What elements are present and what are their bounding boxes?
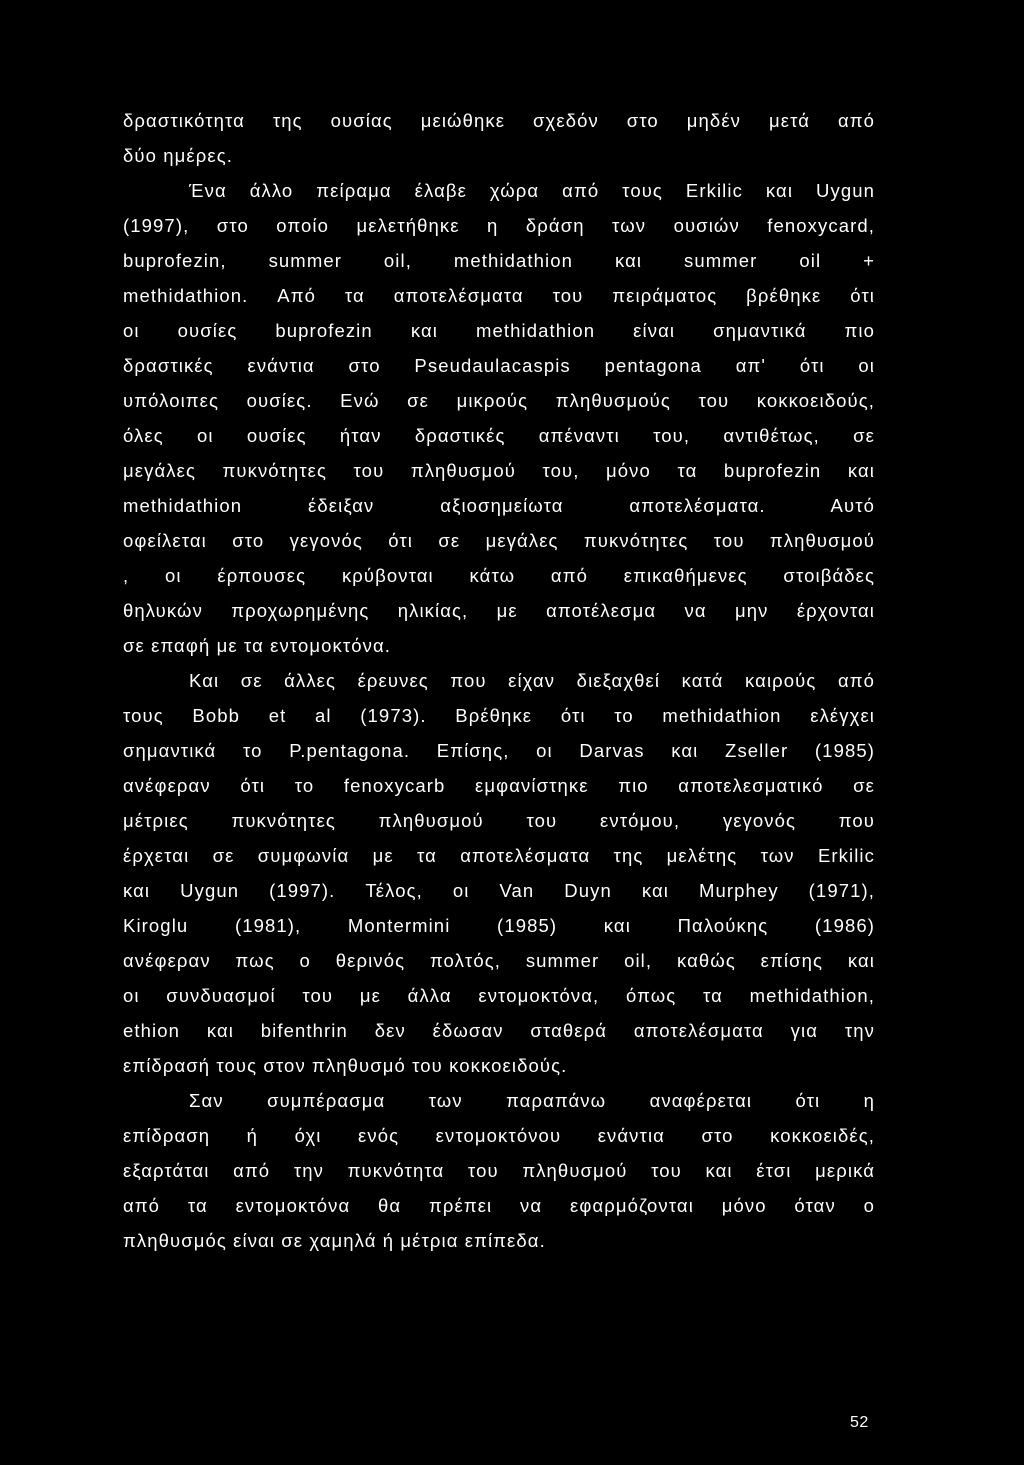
text-line: οφείλεται στο γεγονός ότι σε μεγάλες πυκνότητες του πληθυσμού: [123, 530, 875, 551]
text-line: επίδρασή τους στον πληθυσμό του κοκκοειδούς.: [123, 1055, 568, 1076]
text-line: δραστικές ενάντια στο Pseudaulacaspis pentagona απ' ότι οι: [123, 355, 875, 376]
text-line: methidathion έδειξαν αξιοσημείωτα αποτελέσματα. Αυτό: [123, 495, 875, 516]
text-line: όλες οι ουσίες ήταν δραστικές απέναντι του, αντιθέτως, σε: [123, 425, 875, 446]
text-line: ethion και bifenthrin δεν έδωσαν σταθερά αποτελέσματα για την: [123, 1020, 875, 1041]
text-line: και Uygun (1997). Τέλος, οι Van Duyn και Murphey (1971),: [123, 880, 875, 901]
text-line: Ένα άλλο πείραμα έλαβε χώρα από τους Erkilic και Uygun: [189, 180, 875, 201]
text-line: ανέφεραν ότι το fenoxycarb εμφανίστηκε πιο αποτελεσματικό σε: [123, 775, 875, 796]
text-line: πληθυσμός είναι σε χαμηλά ή μέτρια επίπεδα.: [123, 1230, 546, 1251]
text-line: δύο ημέρες.: [123, 145, 233, 166]
text-line: σε επαφή με τα εντομοκτόνα.: [123, 635, 392, 656]
text-line: Σαν συμπέρασμα των παραπάνω αναφέρεται ότι η: [189, 1090, 875, 1111]
text-line: υπόλοιπες ουσίες. Ενώ σε μικρούς πληθυσμούς του κοκκοειδούς,: [123, 390, 875, 411]
text-line: Kiroglu (1981), Montermini (1985) και Παλούκης (1986): [123, 915, 875, 936]
text-line: μέτριες πυκνότητες πληθυσμού του εντόμου, γεγονός που: [123, 810, 875, 831]
text-line: εξαρτάται από την πυκνότητα του πληθυσμού του και έτσι μερικά: [123, 1160, 875, 1181]
text-line: σημαντικά το P.pentagona. Επίσης, οι Darvas και Zseller (1985): [123, 740, 875, 761]
text-line: (1997), στο οποίο μελετήθηκε η δράση των ουσιών fenoxycard,: [123, 215, 875, 236]
text-line: δραστικότητα της ουσίας μειώθηκε σχεδόν στο μηδέν μετά από: [123, 110, 875, 131]
text-line: θηλυκών προχωρημένης ηλικίας, με αποτέλεσμα να μην έρχονται: [123, 600, 875, 621]
text-line: μεγάλες πυκνότητες του πληθυσμού του, μόνο τα buprofezin και: [123, 460, 875, 481]
text-line: ανέφεραν πως ο θερινός πολτός, summer oil, καθώς επίσης και: [123, 950, 875, 971]
text-line: από τα εντομοκτόνα θα πρέπει να εφαρμόζονται μόνο όταν ο: [123, 1195, 875, 1216]
text-line: οι ουσίες buprofezin και methidathion είναι σημαντικά πιο: [123, 320, 875, 341]
text-line: Και σε άλλες έρευνες που είχαν διεξαχθεί κατά καιρούς από: [189, 670, 875, 691]
text-line: επίδραση ή όχι ενός εντομοκτόνου ενάντια στο κοκκοειδές,: [123, 1125, 875, 1146]
text-line: οι συνδυασμοί του με άλλα εντομοκτόνα, όπως τα methidathion,: [123, 985, 875, 1006]
page-number: 52: [850, 1414, 869, 1431]
text-line: έρχεται σε συμφωνία με τα αποτελέσματα της μελέτης των Erkilic: [123, 845, 875, 866]
text-line: , οι έρπουσες κρύβονται κάτω από επικαθήμενες στοιβάδες: [123, 565, 875, 586]
text-line: buprofezin, summer oil, methidathion και summer oil +: [123, 250, 875, 271]
text-line: methidathion. Από τα αποτελέσματα του πειράματος βρέθηκε ότι: [123, 285, 875, 306]
text-line: τους Bobb et al (1973). Βρέθηκε ότι το methidathion ελέγχει: [123, 705, 875, 726]
